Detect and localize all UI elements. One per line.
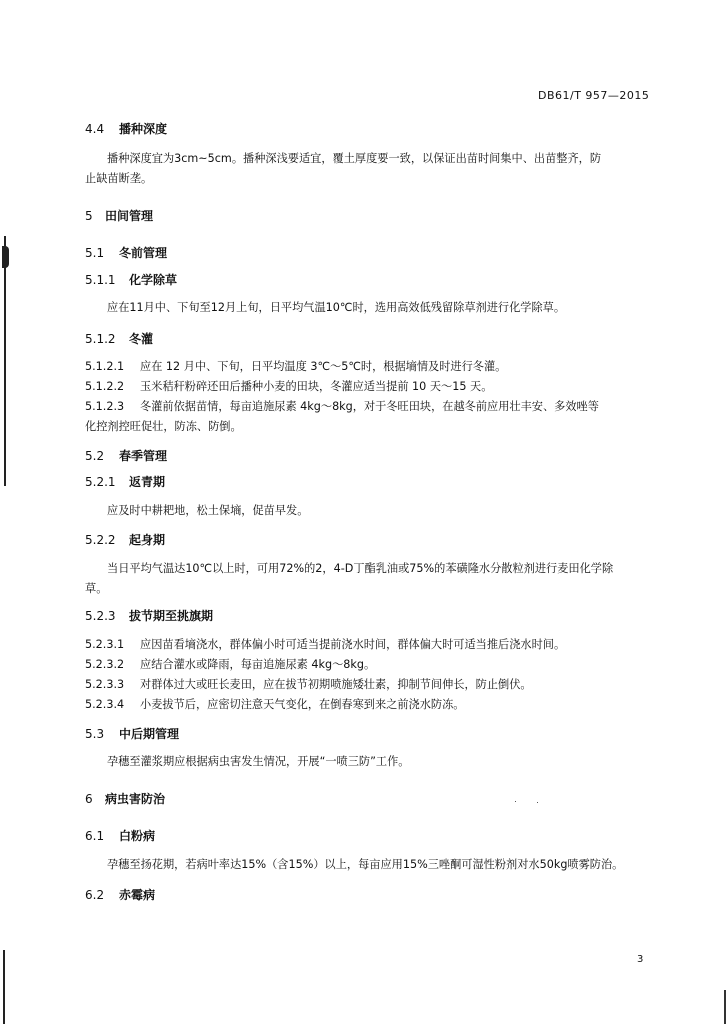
paragraph-5-2-2-line1: 当日平均气温达10℃以上时，可用72%的2，4-D丁酯乳油或75%的苯磺隆水分散粒剂进行麦田化学除 [107,562,614,575]
clause-5-1-2-1: 5.1.2.1 应在 12 月中、下旬，日平均温度 3℃～5℃时，根据墒情及时进行冬灌。 [85,360,507,373]
paragraph-5-2-1: 应及时中耕耙地，松土保墒，促苗早发。 [107,504,309,517]
paragraph-5-2-2-line2: 草。 [85,582,108,595]
section-heading-6-2: 6.2 赤霉病 [85,888,156,902]
section-heading-5-1: 5.1 冬前管理 [85,246,168,260]
section-heading-5-2-3: 5.2.3 拔节期至挑旗期 [85,609,214,623]
scan-edge-mark [3,950,5,1024]
clause-5-1-2-2: 5.1.2.2 玉米秸秆粉碎还田后播种小麦的田块，冬灌应适当提前 10 天～15 天。 [85,380,493,393]
section-heading-5-1-2: 5.1.2 冬灌 [85,332,154,346]
paragraph-4-4-line1: 播种深度宜为3cm~5cm。播种深浅要适宜，覆土厚度要一致，以保证出苗时间集中、出苗整齐，防 [107,152,602,165]
clause-5-2-3-3: 5.2.3.3 对群体过大或旺长麦田，应在拔节初期喷施矮壮素，抑制节间伸长，防止倒伏。 [85,678,532,691]
paragraph-6-1: 孕穗至扬花期，若病叶率达15%（含15%）以上，每亩应用15%三唑酮可湿性粉剂对水50kg喷雾防治。 [107,858,624,871]
clause-5-2-3-4: 5.2.3.4 小麦拔节后，应密切注意天气变化，在倒春寒到来之前浇水防冻。 [85,698,465,711]
paragraph-5-3: 孕穗至灌浆期应根据病虫害发生情况，开展“一喷三防”工作。 [107,755,410,768]
paragraph-5-1-1: 应在11月中、下旬至12月上旬，日平均气温10℃时，选用高效低残留除草剂进行化学除草。 [107,301,566,314]
clause-5-2-3-1: 5.2.3.1 应因苗看墒浇水，群体偏小时可适当提前浇水时间，群体偏大时可适当推后浇水时间。 [85,638,566,651]
clause-5-1-2-3: 5.1.2.3 冬灌前依据苗情，每亩追施尿素 4kg～8kg，对于冬旺田块，在越冬前应用壮丰安、多效唑等 [85,400,599,413]
section-heading-5-1-1: 5.1.1 化学除草 [85,273,178,287]
document-id: DB61/T 957—2015 [538,89,650,102]
section-heading-5: 5 田间管理 [85,209,154,223]
section-heading-5-2-2: 5.2.2 起身期 [85,533,166,547]
page-number: 3 [637,954,644,965]
section-heading-6-1: 6.1 白粉病 [85,829,156,843]
clause-5-1-2-3-cont: 化控剂控旺促壮，防冻、防倒。 [85,420,242,433]
section-heading-6: 6 病虫害防治 [85,792,166,806]
section-heading-5-3: 5.3 中后期管理 [85,727,180,741]
paragraph-4-4-line2: 止缺苗断垄。 [85,172,153,185]
section-heading-5-2-1: 5.2.1 返青期 [85,475,166,489]
scan-edge-mark-right [724,990,726,1024]
clause-5-2-3-2: 5.2.3.2 应结合灌水或降雨，每亩追施尿素 4kg～8kg。 [85,658,376,671]
section-heading-5-2: 5.2 春季管理 [85,449,168,463]
scan-specks [515,800,545,804]
scan-binding-mark [2,236,8,486]
section-heading-4-4: 4.4 播种深度 [85,122,168,136]
